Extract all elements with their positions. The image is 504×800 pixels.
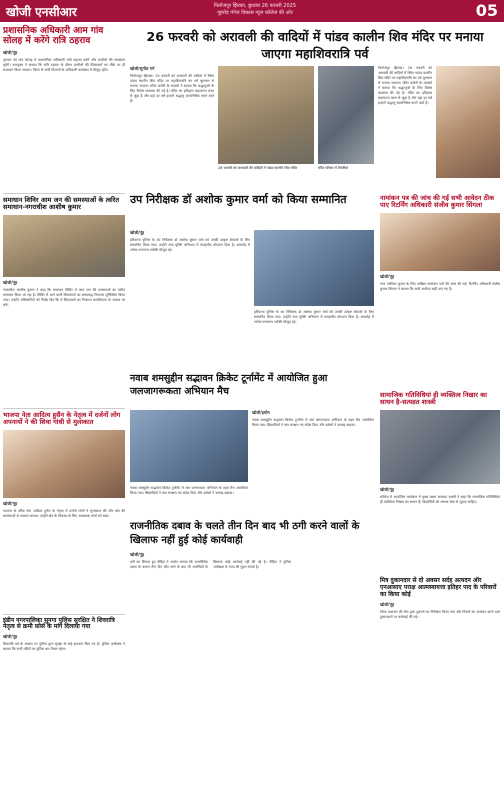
nomination-byline: खोजी/नूंह bbox=[380, 273, 395, 279]
shop-story bbox=[380, 578, 500, 780]
social-story bbox=[380, 392, 500, 567]
divider bbox=[3, 193, 125, 194]
cricket-byline: खोजी/हथीन bbox=[252, 410, 270, 415]
honour-headline: उप निरीक्षक डॉ अशोक कुमार वर्मा को किया सम्मानित bbox=[130, 193, 347, 206]
divider bbox=[3, 408, 125, 409]
divider bbox=[3, 614, 125, 615]
temple-interior-photo bbox=[318, 66, 374, 164]
story2-headline: समाधान शिविर आम जन की समस्याओं के त्वरित समाधान-नगराधीश आशीष कुमार bbox=[3, 195, 120, 212]
bottom-headline: राजनीतिक दबाव के चलते तीन दिन बाद भी ठगी करने वालों के खिलाफ नहीं हुई कोई कार्यवाही bbox=[130, 521, 360, 546]
story2-byline: खोजी/नूंह bbox=[3, 279, 18, 285]
shop-headline: मित्र दुकानदार से दो अवसर सर्दह अत्यदन ऑर एनआसाए पराक्ष आत्मस्वायत्ता इतिहर पाद के परिवारों का किया कोई bbox=[380, 577, 497, 598]
page-number: 05 bbox=[475, 1, 498, 20]
nomination-story bbox=[380, 195, 500, 382]
story3-headline: भाजपा नेता आदित्य हुसैन के नेतृत्व में दर्जनों लोग अपनायों ने की शिवा गांधी से मुलाकात bbox=[3, 410, 121, 427]
bottom-byline: खोजी/नूंह bbox=[130, 552, 145, 557]
honour-text bbox=[130, 230, 250, 370]
cricket-text bbox=[252, 410, 374, 518]
newspaper-name: खोजी एनसीआर bbox=[6, 5, 77, 19]
story2-photo bbox=[3, 215, 125, 277]
honour-body: हरियाणा पुलिस के उप निरीक्षक डॉ अशोक कुमार वर्मा को उनकी उत्कृष्ट सेवाओं के लिए सम्मानित किया गया। उन्होंने नशा मुक्ति अभियान में सराहनीय योगदान दिया है। समारोह में अनेक गणमान्य व्यक्ति मौजूद रहे। bbox=[130, 238, 250, 252]
cricket-story bbox=[130, 372, 374, 398]
top-story bbox=[130, 28, 500, 62]
date-line bbox=[165, 3, 345, 17]
top-story-text bbox=[130, 66, 214, 192]
nomination-photo bbox=[380, 213, 500, 271]
story2-body: नगराधीश आशीष कुमार ने कहा कि समाधान शिविर में आम जन की समस्याओं का त्वरित समाधान किया जा रहा है। शिविर में आने वाली शिकायतों का समयबद्ध निपटारा सुनिश्चित किया जाए। उन्होंने अधिकारियों को निर्देश दिए कि वे शिकायतों का निपटारा प्राथमिकता के आधार पर करें। bbox=[3, 287, 125, 307]
honour-body-continued: हरियाणा पुलिस के उप निरीक्षक डॉ अशोक कुमार वर्मा को उनकी उत्कृष्ट सेवाओं के लिए सम्मानित किया गया। उन्होंने नशा मुक्ति अभियान में सराहनीय योगदान दिया है। समारोह में अनेक गणमान्य व्यक्ति मौजूद रहे। bbox=[254, 310, 374, 324]
story1-byline: खोजी/नूंह bbox=[3, 49, 18, 55]
nomination-headline: नामांकन पत्र की जांच की गई सभी आवेदन ठीक पाए रिटर्निंग अधिकारी संजीव कुमार सिंगला bbox=[380, 194, 495, 210]
temple-photo-caption: 26 फरवरी को अरावली की वादियों में पांडव कालीन शिव मंदिर bbox=[218, 166, 298, 170]
cricket-body-continued: नवाब शमसुद्दीन सद्भावन क्रिकेट टूर्नामेंट में जल जागरूकता अभियान के तहत मैच आयोजित किया गया। खिलाड़ियों ने जल संरक्षण का संदेश दिया और दर्शकों ने उत्साह बढ़ाया। bbox=[130, 486, 248, 495]
honour-photo bbox=[254, 230, 374, 306]
cricket-headline: नवाब शमसुद्दीन सद्भावन क्रिकेट टूर्नामेंट में आयोजित हुआ जलजागरूकता अभियान मैच bbox=[130, 373, 328, 397]
story3-byline: खोजी/नूंह bbox=[3, 500, 18, 506]
top-story-byline: खोजी/सुनील गर्ग bbox=[130, 66, 155, 71]
right-column-text: फिरोजपुर झिरका। 26 फरवरी को अरावली की वादियों में स्थित पांडव कालीन शिव मंदिर पर महाशिवरात्रि का पर्व धूमधाम से मनाया जाएगा। मंदिर कमेटी के सदस्यों ने बताया कि श्रद्धालुओं के लिए विशेष व्यवस्था की गई है। मंदिर का इतिहास महाभारत काल से जुड़ा है और यहां हर वर्ष हजारों श्रद्धालु जलाभिषेक करने आते हैं। bbox=[378, 66, 432, 105]
portrait-photo bbox=[436, 66, 500, 178]
social-body: कॉलेज में आयोजित कार्यक्रम में मुख्य वक्ता सत्यव्रत शास्त्री ने कहा कि सामाजिक गतिविधियां ही व्यक्तित्व निखार का साधन हैं। विद्यार्थियों को समाज सेवा से जुड़ना चाहिए। bbox=[380, 494, 500, 504]
story1-body: गुरुवार को गांव सोलह में प्रशासनिक अधिकारी रात्रि ठहराव करेंगे और ग्रामीणों की समस्याएं सुनेंगे। उपायुक्त ने बताया कि रात्रि ठहराव के दौरान ग्रामीणों की शिकायतों का मौके पर ही समाधान किया जाएगा। जिला के सभी विभागों के अधिकारी कार्यक्रम में मौजूद रहेंगे। bbox=[3, 57, 125, 72]
story4-body: शिवरात्रि पर्व के अवसर पर पुलिस द्वारा सुरक्षा के कड़े इंतजाम किए गए हैं। पुलिस अधीक्षक ने बताया कि सभी मंदिरों पर पुलिस बल तैनात रहेगा। bbox=[3, 642, 125, 652]
honour-byline: खोजी/नूंह bbox=[130, 230, 145, 235]
temple-interior-caption: मंदिर परिसर में तैयारियां bbox=[318, 166, 349, 170]
bottom-story bbox=[130, 520, 374, 772]
story4-byline: खोजी/नूंह bbox=[3, 634, 18, 640]
shop-body: जिला प्रशासन की टीम द्वारा दुकानों का निरीक्षण किया गया और नियमों का उल्लंघन करने वाले दुकानदारों पर कार्रवाई की गई। bbox=[380, 609, 500, 619]
issue-date: फिरोजपुर झिरका, बुधवार 26 फरवरी 2025 bbox=[213, 3, 297, 9]
cricket-photo bbox=[130, 410, 248, 482]
shop-byline: खोजी/नूंह bbox=[380, 601, 395, 607]
bottom-body: ठगी का शिकार हुए पीड़ित ने आरोप लगाया कि राजनीतिक दबाव के कारण तीन दिन बीत जाने के बाद भी आरोपियों के खिलाफ कोई कार्रवाई नहीं की गई है। पीड़ित ने पुलिस अधीक्षक से न्याय की गुहार लगाई है। bbox=[130, 560, 291, 569]
social-photo bbox=[380, 410, 500, 484]
top-story-headline: 26 फरवरी को अरावली की वादियों में पांडव कालीन शिव मंदिर पर मनाया जाएगा महाशिवरात्रि पर्व bbox=[146, 29, 484, 61]
top-story-body: फिरोजपुर झिरका। 26 फरवरी को अरावली की वादियों में स्थित पांडव कालीन शिव मंदिर पर महाशिवरात्रि का पर्व धूमधाम से मनाया जाएगा। मंदिर कमेटी के सदस्यों ने बताया कि श्रद्धालुओं के लिए विशेष व्यवस्था की गई है। मंदिर का इतिहास महाभारत काल से जुड़ा है और यहां हर वर्ष हजारों श्रद्धालु जलाभिषेक करने आते हैं। bbox=[130, 74, 214, 103]
story4-headline: इंडीन नगरपालिका सुनगा पुलिस सुरक्षित ने शिवरात्रि नेतृत्व से क्रमी फ़ोर्स के मांग दिलाया गया bbox=[3, 616, 115, 631]
left-column bbox=[3, 24, 125, 800]
issue-subline: नूहरोड़ गंगेज विकास न्यूज कॉलेज की ओर bbox=[217, 10, 293, 16]
story3-body: भाजपा के वरिष्ठ नेता आदित्य हुसैन के नेतृत्व में दर्जनों लोगों ने मुलाकात की और क्षेत्र की समस्याओं से अवगत कराया। उन्होंने क्षेत्र के विकास के लिए आवश्यक मांगों को रखा। bbox=[3, 508, 125, 518]
nomination-body: नगर पालिका चुनाव के लिए दाखिल नामांकन पत्रों की जांच की गई। रिटर्निंग अधिकारी संजीव कुमार सिंगला ने बताया कि सभी आवेदन सही पाए गए हैं। bbox=[380, 281, 500, 291]
honour-story bbox=[130, 192, 374, 207]
story3-photo bbox=[3, 430, 125, 498]
social-byline: खोजी/नूंह bbox=[380, 486, 395, 492]
story1-headline: प्रशासनिक अधिकारी आम गांव सोलह में करेंगे रात्रि ठहराव bbox=[3, 26, 104, 47]
temple-photo bbox=[218, 66, 314, 164]
social-headline: सामाजिक गतिविधियां ही व्यक्तित्व निखार का साधन है-सत्यव्रत शास्त्री bbox=[380, 391, 487, 407]
cricket-body: नवाब शमसुद्दीन सद्भावन क्रिकेट टूर्नामेंट में जल जागरूकता अभियान के तहत मैच आयोजित किया गया। खिलाड़ियों ने जल संरक्षण का संदेश दिया और दर्शकों ने उत्साह बढ़ाया। bbox=[252, 418, 374, 427]
masthead bbox=[0, 0, 504, 22]
